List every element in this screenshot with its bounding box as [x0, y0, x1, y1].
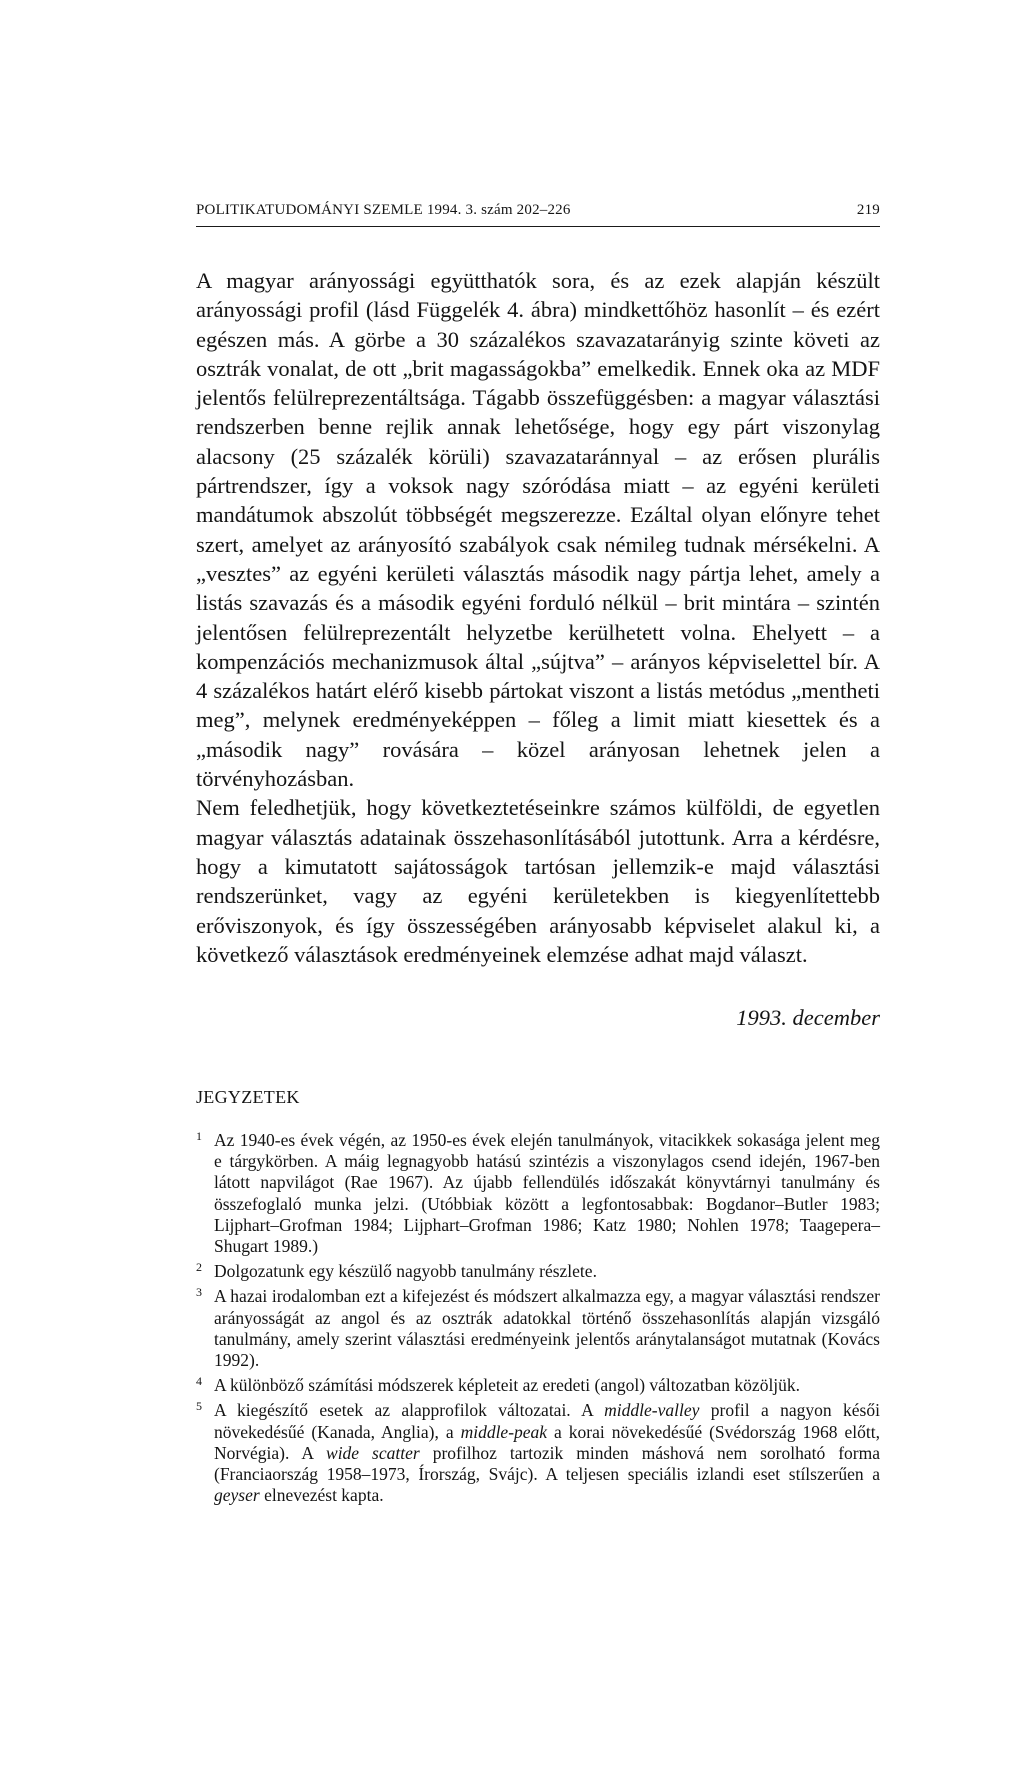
footnote-number: 1: [196, 1129, 202, 1143]
footnote-text: A hazai irodalomban ezt a kifejezést és módszert alkalmazza egy, a magyar választási rendszer arányosságát az angol és az osztrák adatokkal történő összehasonlítás alapján vizsgáló tanulmány, amely szerint választási eredményeink jelentős aránytalanságot mutatnak (Kovács 1992).: [214, 1286, 880, 1371]
body-paragraph: A magyar arányossági együtthatók sora, és az ezek alapján készült arányossági profil (lásd Függelék 4. ábra) mindkettőhöz hasonlít – és ezért egészen más. A görbe a 30 százalékos szavazatarányig szinte követi az osztrák vonalat, de ott „brit magasságokba” emelkedik. Ennek oka az MDF jelentős felülreprezentáltsága. Tágabb összefüggésben: a magyar választási rendszerben benne rejlik annak lehetősége, hogy egy párt viszonylag alacsony (25 százalék körüli) szavazataránnyal – az erősen plurális pártrendszer, így a voksok nagy szóródása miatt – az egyéni kerületi mandátumok abszolút többségét megszerezze. Ezáltal olyan előnyre tehet szert, amelyet az arányosító szabályok csak némileg tudnak mérsékelni. A „vesztes” az egyéni kerületi választás második nagy pártja lehet, amely a listás szavazás és a második egyéni forduló nélkül – brit mintára – szintén jelentősen felülreprezentált helyzetbe kerülhetett volna. Ehelyett – a kompenzációs mechanizmusok által „sújtva” – arányos képviselettel bír. A 4 százalékos határt elérő kisebb pártokat viszont a listás metódus „mentheti meg”, melynek eredményeképpen – főleg a limit miatt kiesettek és a „második nagy” rovására – közel arányosan lehetnek jelen a törvényhozásban.: [196, 268, 880, 792]
footnote-text: A különböző számítási módszerek képleteit az eredeti (angol) változatban közöljük.: [214, 1375, 801, 1396]
footnote-number: 4: [196, 1374, 202, 1389]
footnote: [196, 1400, 880, 1506]
dateline: 1993. december: [736, 1005, 880, 1030]
header-rule: [196, 226, 880, 227]
footnote-text-part: A kiegészítő esetek az alapprofilok változatai. A: [214, 1400, 605, 1421]
footnote-text: Dolgozatunk egy készülő nagyobb tanulmány részlete.: [214, 1261, 597, 1282]
profile-term: wide scatter: [326, 1442, 420, 1463]
footnote-number: 2: [196, 1260, 202, 1275]
footnote-text: Az 1940-es évek végén, az 1950-es évek elején tanulmányok, vitacikkek sokasága jelent meg e tárgykörben. A máig legnagyobb hatású szintézis a viszonylagos csend idején, 1967-ben látott napvilágot (Rae 1967). Az újabb fellendülés időszakát könyvtárnyi tanulmány és összefoglaló munka jelzi. (Utóbbiak között a legfontosabbak: Bogdanor–Butler 1983; Lijphart–Grofman 1984; Lijphart–Grofman 1986; Katz 1980; Nohlen 1978; Taagepera–Shugart 1989.): [214, 1130, 880, 1257]
footnote-text-part: a korai növekedésűé (Svédország 1968 előtt, Norvégia). A: [214, 1421, 880, 1463]
page-number: 219: [856, 202, 880, 218]
profile-term: middle-valley: [604, 1400, 700, 1421]
footnote: [196, 1261, 880, 1282]
footnote-number: 5: [196, 1399, 202, 1414]
body-paragraph: Nem feledhetjük, hogy következtetéseinkre számos külföldi, de egyetlen magyar választás adatainak összehasonlításából jutottunk. Arra a kérdésre, hogy a kimutatott sajátosságok tartósan jellemzik-e majd választási rendszerünket, vagy az egyéni kerületekben is kiegyenlítettebb erőviszonyok, és így összességében arányosabb képviselet alakul ki, a következő választások eredményeinek elemzése adhat majd választ.: [196, 795, 880, 967]
article-body: [196, 266, 880, 969]
footnote-number: 3: [196, 1285, 202, 1300]
notes-heading: JEGYZETEK: [196, 1087, 300, 1107]
journal-citation: POLITIKATUDOMÁNYI SZEMLE 1994. 3. szám 202–226: [196, 202, 571, 218]
footnote: [196, 1286, 880, 1371]
profile-term: geyser: [214, 1485, 260, 1506]
footnote-text-part: profil a nagyon késői növekedésűé (Kanada, Anglia), a: [214, 1400, 880, 1442]
footnotes: [196, 1130, 880, 1510]
footnote-text: [214, 1400, 880, 1506]
profile-term: middle-peak: [460, 1421, 548, 1442]
footnote-text-part: profilhoz tartozik minden máshová nem sorolható forma (Franciaország 1958–1973, Írország, Svájc). A teljesen speciális izlandi eset stílszerűen a: [214, 1442, 880, 1485]
footnote: [196, 1375, 880, 1396]
footnote: [196, 1130, 880, 1257]
footnote-text-part: elnevezést kapta.: [259, 1485, 384, 1506]
running-header: [196, 202, 880, 226]
